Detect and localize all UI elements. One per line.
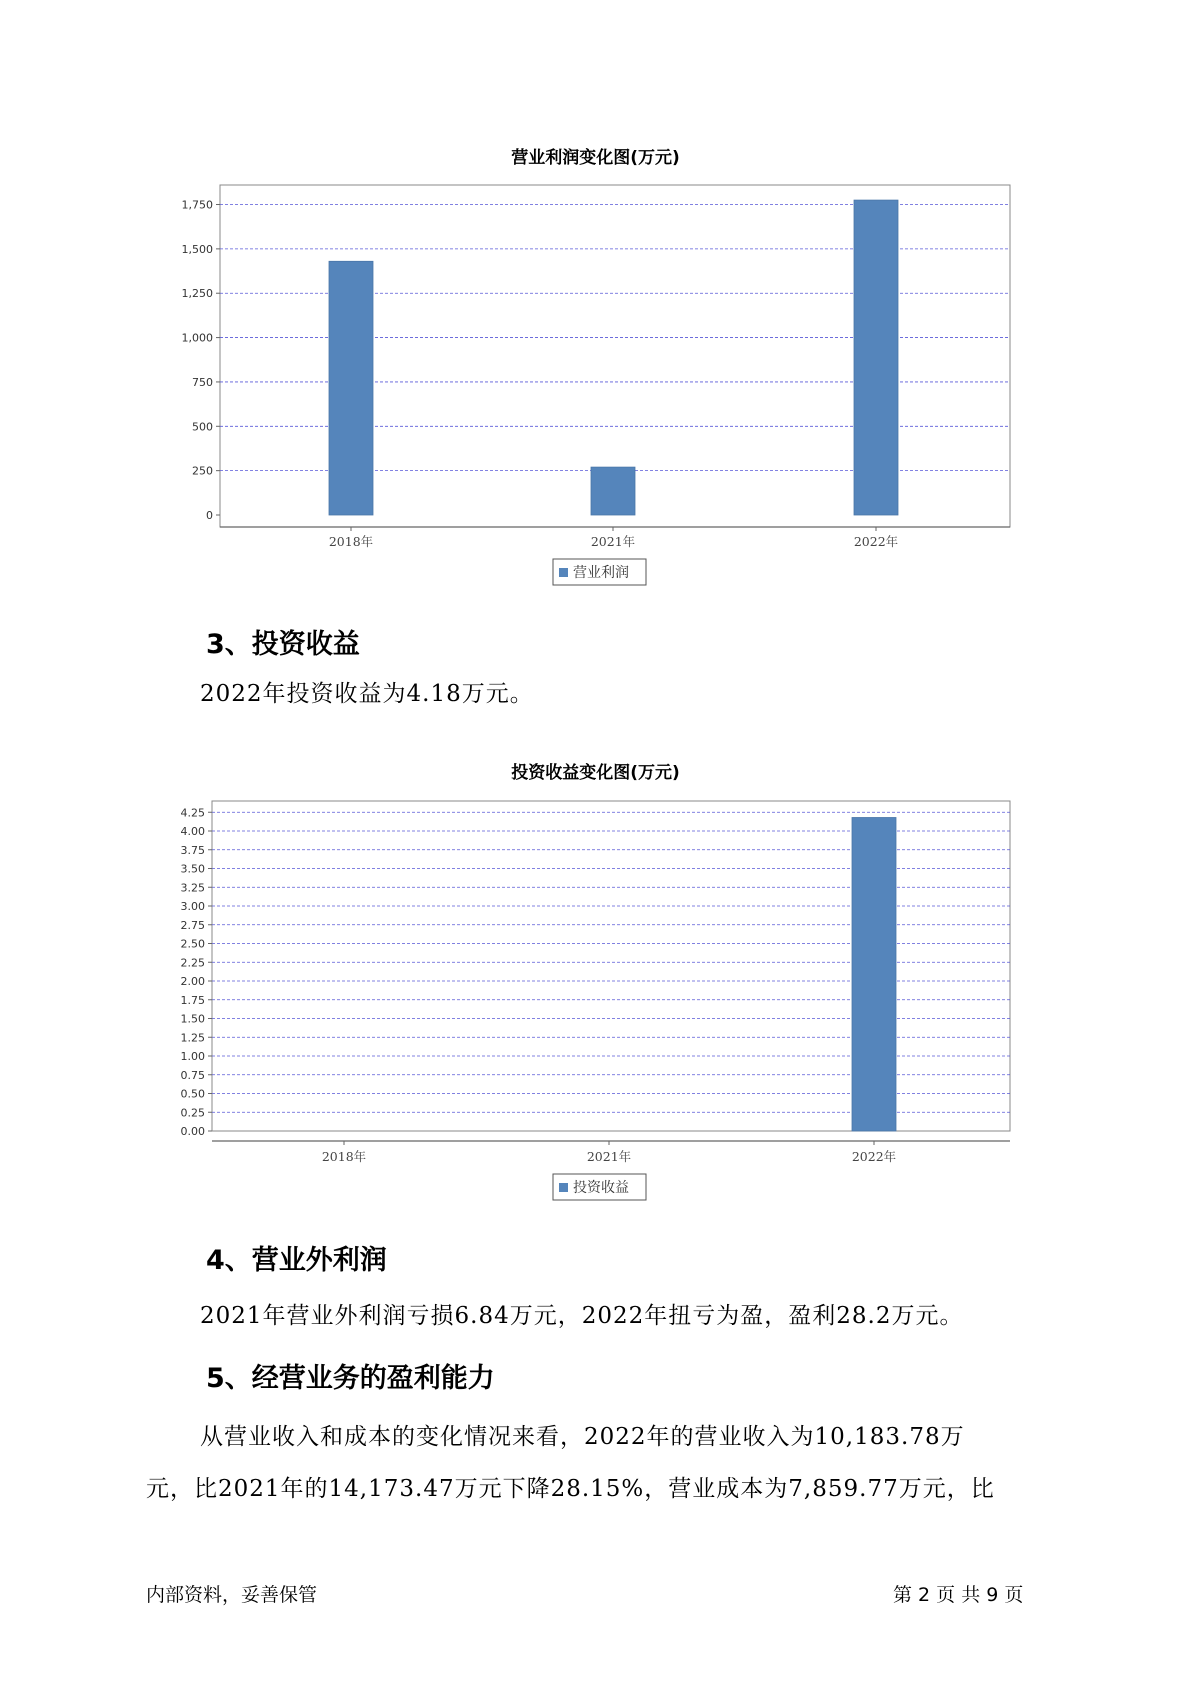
section-5-line-1: 从营业收入和成本的变化情况来看，2022年的营业收入为10,183.78万 (200, 1424, 965, 1450)
y-tick-label: 3.25 (180, 881, 205, 895)
y-tick-label: 1.00 (180, 1050, 205, 1063)
section-5-line-2: 元，比2021年的14,173.47万元下降28.15%，营业成本为7,859.77万元，比 (146, 1476, 995, 1502)
y-tick-label: 500 (192, 420, 213, 434)
section-5-heading: 5、经营业务的盈利能力 (206, 1363, 495, 1394)
chart-title: 投资收益变化图(万元) (511, 763, 680, 783)
y-tick-label: 1,500 (181, 242, 213, 256)
y-tick-label: 1.75 (180, 993, 205, 1007)
y-tick-label: 0.25 (180, 1106, 205, 1120)
y-tick-label: 750 (192, 375, 213, 389)
y-tick-label: 1,250 (181, 287, 213, 301)
y-tick-label: 1.25 (180, 1031, 205, 1045)
section-3-heading: 3、投资收益 (206, 629, 360, 660)
footer-confidential: 内部资料，妥善保管 (146, 1584, 318, 1606)
y-tick-label: 1,750 (181, 198, 213, 212)
legend (553, 1174, 646, 1200)
y-tick-label: 1.50 (180, 1012, 205, 1026)
y-tick-label: 0 (206, 509, 213, 522)
x-tick-label: 2018年 (328, 534, 374, 549)
legend-label: 投资收益 (573, 1180, 629, 1196)
y-tick-label: 3.50 (180, 862, 205, 876)
y-tick-label: 1,000 (181, 331, 213, 345)
y-tick-label: 2.00 (180, 975, 205, 988)
bar (852, 818, 896, 1132)
legend-swatch (559, 1183, 568, 1192)
x-tick-label: 2022年 (853, 534, 899, 549)
x-tick-label: 2021年 (586, 1149, 632, 1164)
x-tick-label: 2022年 (851, 1149, 897, 1164)
y-tick-label: 250 (192, 464, 213, 478)
section-4-heading: 4、营业外利润 (206, 1245, 387, 1276)
legend-label: 营业利润 (573, 565, 629, 581)
chart-title: 营业利润变化图(万元) (511, 148, 680, 168)
section-4-text: 2021年营业外利润亏损6.84万元，2022年扭亏为盈，盈利28.2万元。 (200, 1303, 964, 1329)
y-tick-label: 0.00 (180, 1125, 205, 1138)
y-tick-label: 2.50 (180, 937, 205, 951)
y-tick-label: 0.75 (180, 1068, 205, 1082)
x-tick-label: 2018年 (321, 1149, 367, 1164)
y-tick-label: 3.75 (180, 843, 205, 857)
y-tick-label: 4.25 (180, 806, 205, 820)
y-tick-label: 3.00 (180, 900, 205, 913)
footer-page-number: 第 2 页 共 9 页 (893, 1584, 1024, 1606)
section-3-text: 2022年投资收益为4.18万元。 (200, 681, 534, 707)
y-tick-label: 0.50 (180, 1087, 205, 1101)
y-tick-label: 4.00 (180, 825, 205, 838)
y-tick-label: 2.25 (180, 956, 205, 970)
x-tick-label: 2021年 (590, 534, 636, 549)
y-tick-label: 2.75 (180, 918, 205, 932)
